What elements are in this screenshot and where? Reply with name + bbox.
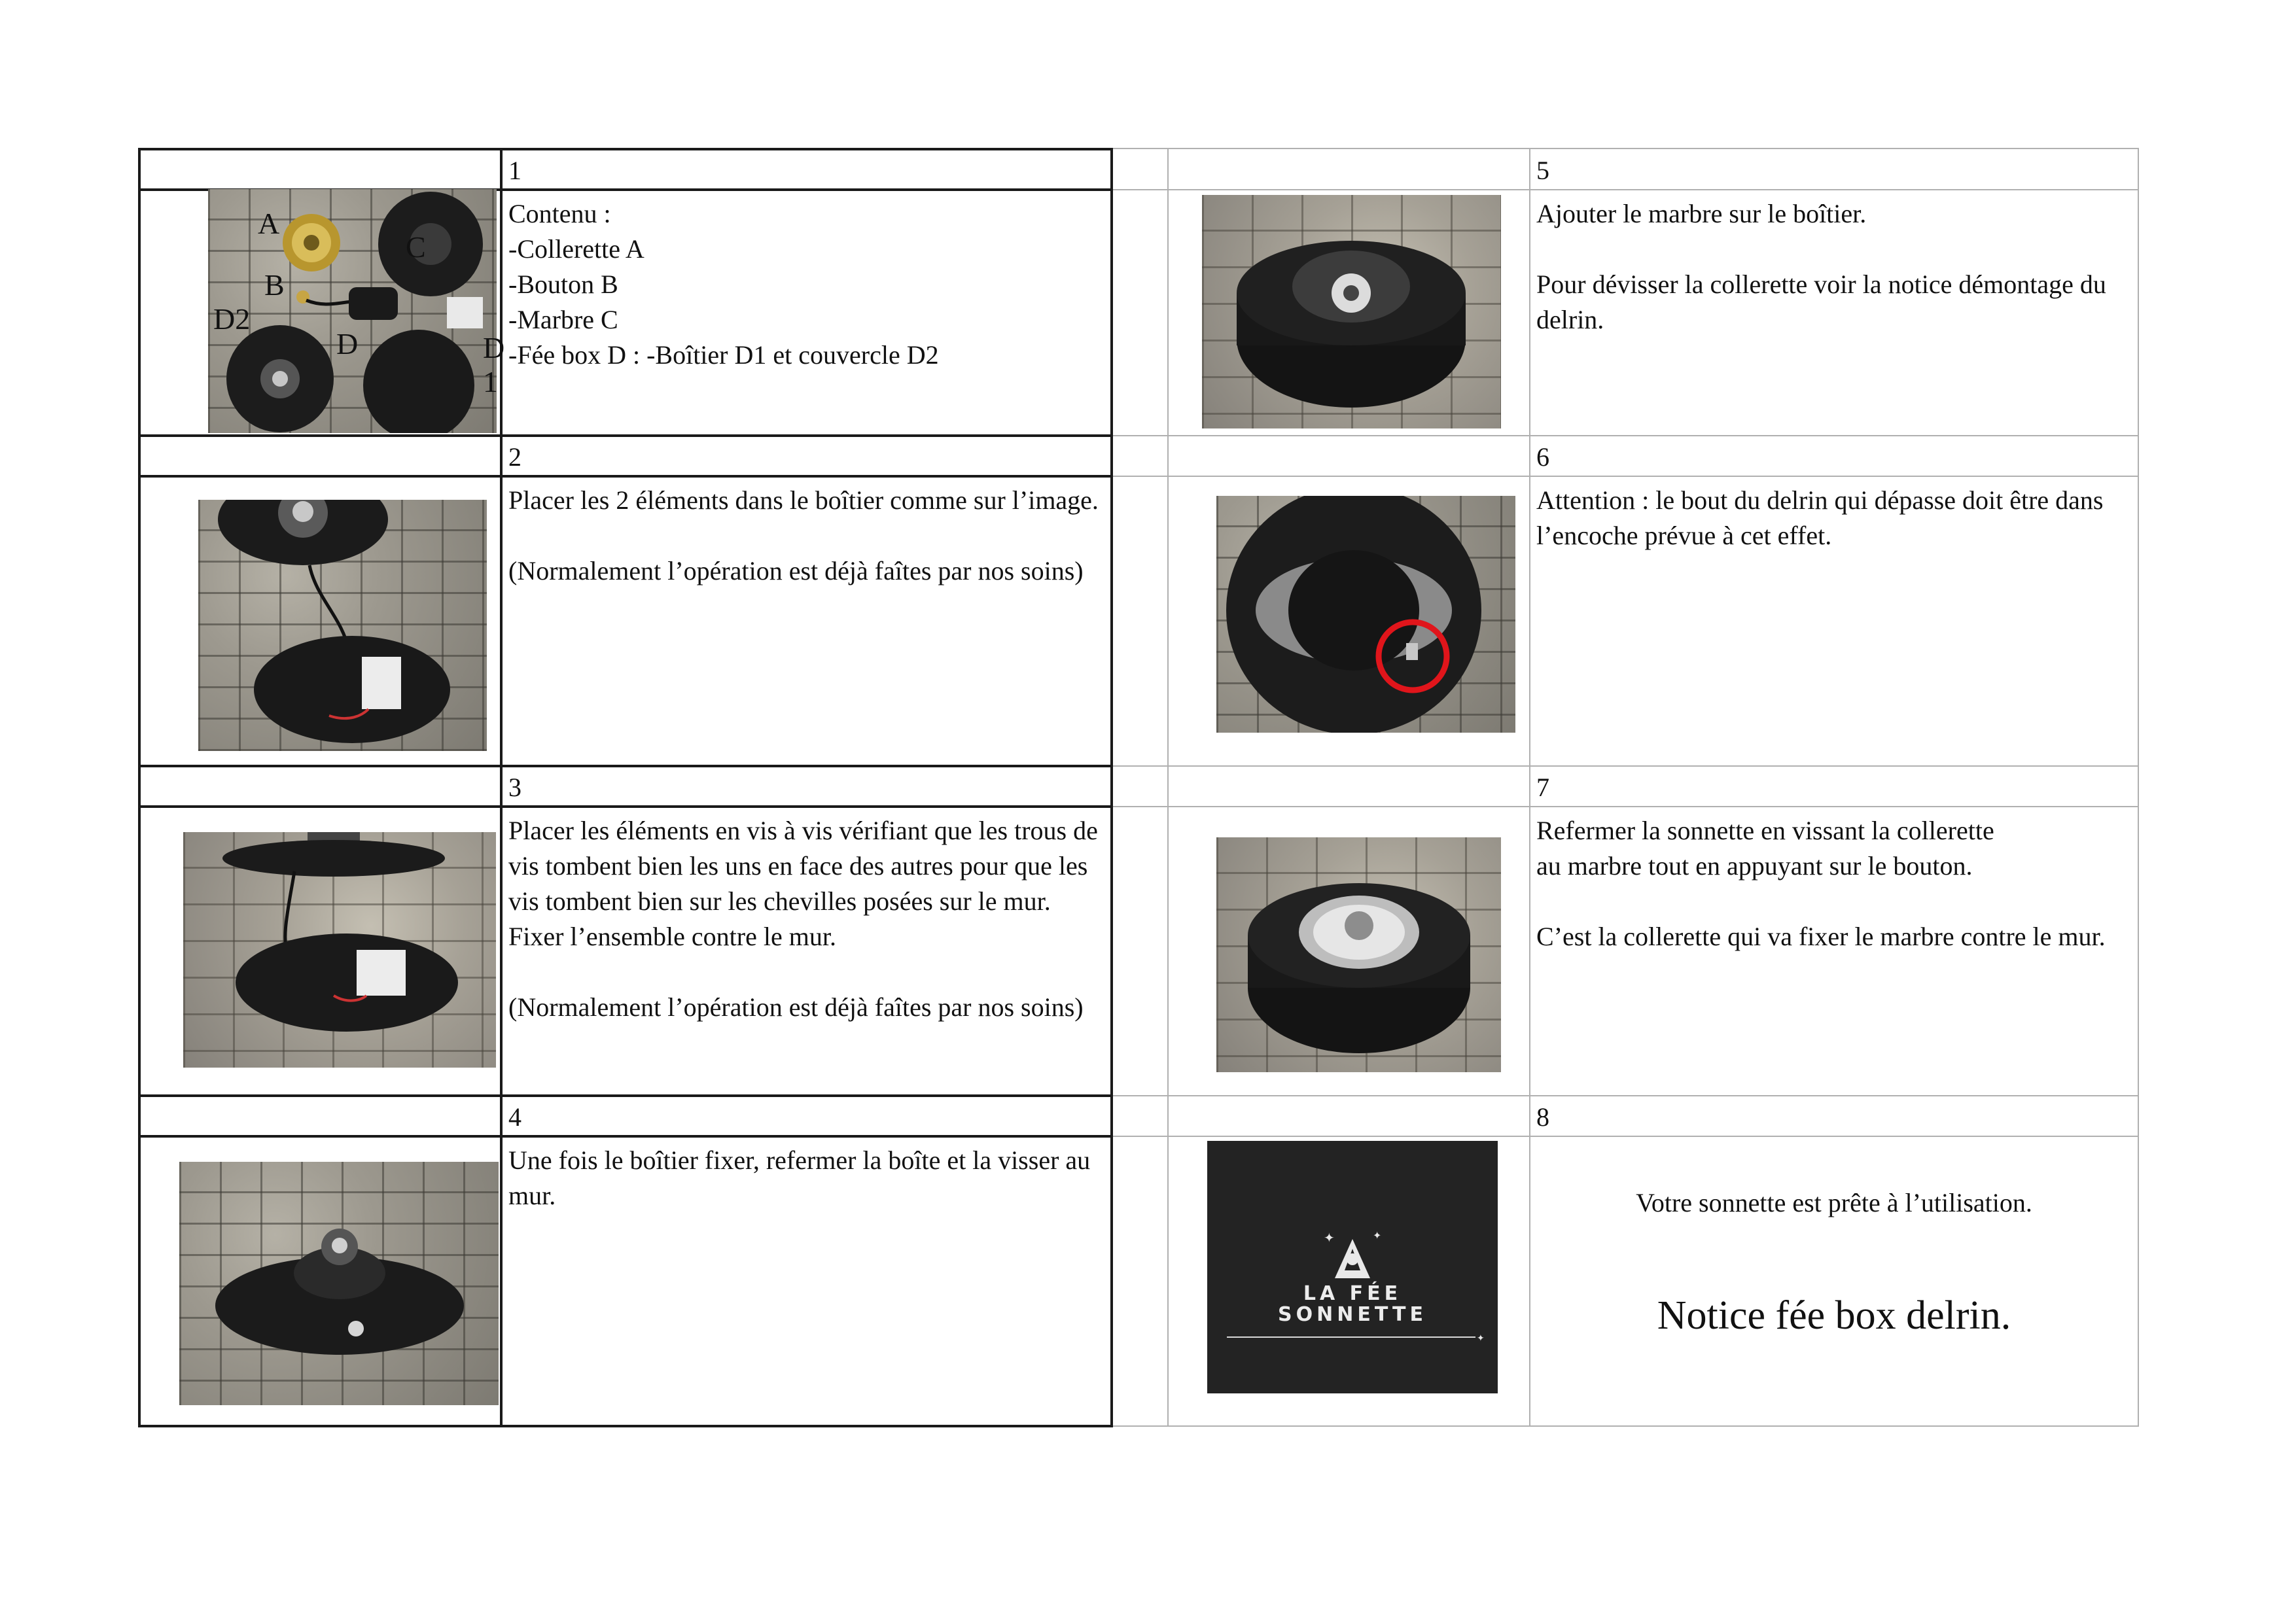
svg-text:✦: ✦: [1477, 1333, 1485, 1344]
step-number: 5: [1536, 156, 1549, 185]
table-rule: [1113, 1136, 2139, 1137]
step-6-photo: [1216, 496, 1515, 733]
step-4-photo: [179, 1162, 499, 1405]
label-d2: D2: [213, 302, 251, 336]
table-rule: [138, 148, 141, 1427]
components-illustration: [208, 189, 497, 433]
step-text: Placer les éléments en vis à vis vérifiant que les trous de vis tombent bien les uns en face des autres pour que les vis tombent bien sur les chevilles posées sur le mur. Fixer l’ensemble contre le mur. (Normalement l’opération est déjà faîtes par nos soins): [508, 816, 1098, 1022]
label-d: D: [336, 327, 359, 360]
ready-text: Votre sonnette est prête à l’utilisation.: [1636, 1188, 2032, 1217]
table-rule: [1113, 1095, 2139, 1096]
table-rule: [1113, 189, 2139, 190]
step-number: 2: [508, 442, 521, 472]
instruction-table: [138, 148, 2139, 1427]
step-number: 8: [1536, 1102, 1549, 1132]
table-rule: [1113, 435, 2139, 436]
step-number: 6: [1536, 442, 1549, 472]
step-5-photo: [1202, 195, 1501, 428]
step-1-photo: [208, 189, 497, 433]
table-rule: [1113, 765, 2139, 767]
logo-line-2: SONNETTE: [1278, 1303, 1427, 1326]
table-rule: [1113, 476, 2139, 477]
svg-text:✦: ✦: [1373, 1229, 1382, 1242]
step-text: Placer les 2 éléments dans le boîtier comme sur l’image. (Normalement l’opération est déjà faîtes par nos soins): [508, 485, 1099, 585]
step-3-photo: [183, 832, 496, 1068]
step-text: Une fois le boîtier fixer, refermer la boîte et la visser au mur.: [508, 1145, 1097, 1210]
step-text: Ajouter le marbre sur le boîtier. Pour dévisser la collerette voir la notice démontage du delrin.: [1536, 199, 2106, 334]
table-rule: [138, 1425, 1113, 1427]
step-7-photo: [1216, 837, 1501, 1072]
table-rule: [1113, 148, 2139, 149]
brand-logo: [1207, 1141, 1498, 1393]
label-c: C: [406, 230, 426, 264]
step-text: Refermer la sonnette en vissant la collerette au marbre tout en appuyant sur le bouton. C’est la collerette qui va fixer le marbre contre le mur.: [1536, 816, 2106, 951]
label-d1: D 1: [483, 331, 505, 398]
step-2-photo: [198, 500, 487, 751]
table-rule: [1113, 1425, 2139, 1427]
table-rule: [1167, 148, 1169, 1427]
step-text: Contenu : -Collerette A -Bouton B -Marbre C -Fée box D : -Boîtier D1 et couvercle D2: [508, 199, 939, 370]
label-b: B: [264, 268, 285, 302]
fairy-logo-icon: [1207, 1141, 1498, 1393]
step-number: 7: [1536, 773, 1549, 802]
step-text: Attention : le bout du delrin qui dépasse doit être dans l’encoche prévue à cet effet.: [1536, 485, 2110, 550]
table-rule: [2138, 148, 2139, 1427]
step-number: 1: [508, 156, 521, 185]
table-rule: [1113, 806, 2139, 807]
label-a: A: [258, 207, 280, 240]
table-rule: [1110, 148, 1113, 1427]
step-number: 4: [508, 1102, 521, 1132]
step-number: 3: [508, 773, 521, 802]
logo-line-1: LA FÉE: [1303, 1282, 1402, 1305]
notice-title: Notice fée box delrin.: [1657, 1293, 2011, 1338]
svg-text:✦: ✦: [1324, 1230, 1335, 1246]
